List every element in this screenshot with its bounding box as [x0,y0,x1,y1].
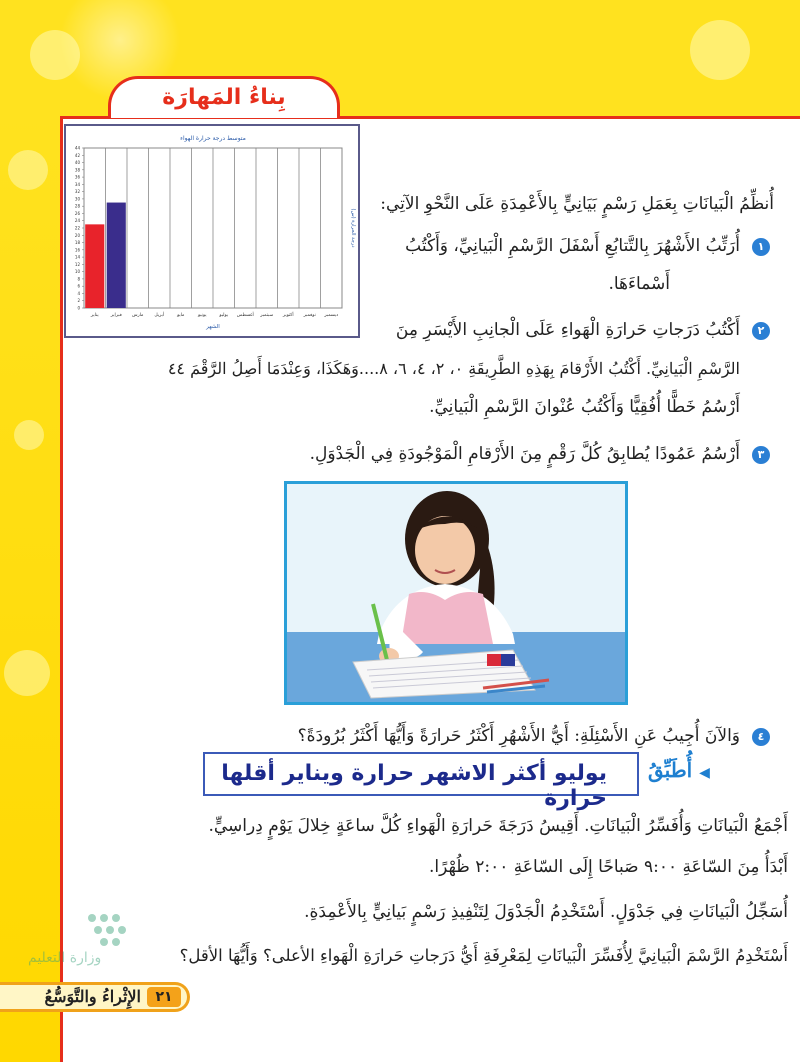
y-tick-label: 16 [74,247,80,253]
section-title: بِناءُ المَهارَة [162,85,286,110]
step-3-line-1: أَرْسُمُ عَمُودًا يُطابِقُ كُلَّ رَقْمٍ مِنَ الأَرْقامِ الْمَوْجُودَةِ فِي الْجَدْوَلِ. [309,444,740,464]
girl-illustration [287,484,625,702]
y-tick-label: 40 [74,160,80,166]
y-tick-label: 44 [74,145,80,151]
bar-1 [85,224,104,308]
y-tick-label: 2 [77,298,80,304]
page-footer [0,982,190,1012]
y-tick-label: 0 [77,305,80,311]
step-4-line-1: وَالآنَ أُجِيبُ عَنِ الأَسْئِلَةِ: أَيُّ الأَشْهُرِ أَكْثَرُ حَرارَةً وَأَيُّهَا أَكْثَرُ بُرُودَةً؟ [297,726,740,746]
bar-chart [64,124,360,338]
x-tick-label: فبراير [110,313,122,318]
step-2-line-1: أَكْتُبُ دَرَجاتِ حَرارَةِ الْهَواءِ عَلَى الْجانِبِ الأَيْسَرِ مِنَ [395,320,740,340]
y-tick-label: 36 [74,174,80,180]
y-tick-label: 8 [77,276,80,282]
step-1-number: ١ [752,238,770,256]
y-tick-label: 24 [74,218,80,224]
x-tick-label: نوفمبر [303,313,316,318]
x-tick-label: أكتوبر [282,313,294,318]
x-tick-label: يناير [90,313,99,318]
answer-text: يوليو أكثر الاشهر حرارة ويناير أقلها حرارة [221,761,607,811]
decor-bubble [8,150,48,190]
footer-label: الإِثْراءُ والتَّوَسُّعُ [44,987,141,1006]
y-tick-label: 28 [74,203,80,209]
y-tick-label: 14 [74,254,80,260]
x-axis-label: الشهر [206,324,220,330]
decor-bubble [14,420,44,450]
bar-2 [107,203,126,308]
practice-line-4: أَسْتَخْدِمُ الرَّسْمَ الْبَيانِيَّ لِأُفَسِّرَ الْبَيانَاتِ لِمَعْرِفَةِ أَيُّ دَرَجاتِ حَرارَةِ الْهَواءِ الأعلى؟ وَأَيُّهَا الأقل؟ [179,946,788,965]
photo-girl-drawing-graph [284,481,628,705]
practice-heading [648,758,710,782]
y-tick-label: 12 [74,261,80,267]
decor-bubble [4,650,50,696]
ministry-logo-icon [82,908,162,948]
y-tick-label: 30 [74,196,80,202]
x-tick-label: أبريل [154,313,165,318]
x-tick-label: يونيو [197,313,207,318]
decor-bubble [30,30,80,80]
x-tick-label: أغسطس [236,313,254,318]
practice-line-2: أَبْدَأُ مِنَ السّاعَةِ ٩:٠٠ صَباحًا إِلَى السّاعَةِ ٢:٠٠ ظُهْرًا. [428,857,788,877]
practice-line-1: أَجْمَعُ الْبَيانَاتِ وَأُفَسِّرُ الْبَيانَاتِ. أَقِيسُ دَرَجَةَ حَرارَةِ الْهَواءِ كُلَّ ساعَةٍ خِلالَ يَوْمٍ دِراسِيٍّ. [208,816,788,836]
x-tick-label: مارس [132,313,144,318]
step-1-line-2: أَسْماءَهَا. [608,274,670,294]
y-tick-label: 18 [74,240,80,246]
practice-label: أُطَبِّقُ [648,758,693,782]
y-tick-label: 22 [74,225,80,231]
section-tab [108,76,340,118]
intro-text: أُنظِّمُ الْبَيانَاتِ بِعَمَلِ رَسْمٍ بَيَانِيٍّ بِالأَعْمِدَةِ عَلَى النَّحْوِ الآتِي: [380,194,774,214]
practice-line-3: أُسَجِّلُ الْبَيانَاتِ فِي جَدْوَلٍ. أَسْتَخْدِمُ الْجَدْوَلَ لِتَنْفِيذِ رَسْمٍ بَيانِيٍّ بِالأَعْمِدَةِ. [304,902,788,922]
answer-box [203,752,639,811]
y-tick-label: 4 [77,290,80,296]
bar-chart-svg [66,126,358,336]
page-number: ٢١ [147,987,181,1007]
y-tick-label: 34 [74,181,80,187]
watermark-text: وزارة التعليم [28,950,102,966]
y-tick-label: 38 [74,167,80,173]
step-1-line-1: أُرَتِّبُ الأَشْهُرَ بِالتَّتابُعِ أَسْفَلَ الرَّسْمِ الْبَيانِيِّ، وَأَكْتُبُ [405,236,740,256]
y-axis-label: درجة الحرارة (س) [350,208,356,248]
step-4-number: ٤ [752,728,770,746]
x-tick-label: سبتمبر [260,313,274,318]
x-tick-label: ديسمبر [324,313,339,318]
y-tick-label: 42 [74,152,80,158]
y-tick-label: 26 [74,210,80,216]
x-tick-label: يوليو [219,313,229,318]
y-tick-label: 10 [74,269,80,275]
step-2-line-2: الرَّسْمِ الْبَيانِيِّ. أَكْتُبُ الأَرْقامَ بِهَذِهِ الطَّرِيقَةِ ٠، ٢، ٤، ٦، ٨....وَهَكَذَا، وَعِنْدَمَا أَصِلُ الرَّقْمَ ٤٤ [167,359,740,378]
chart-title: متوسط درجة حرارة الهواء [180,135,246,142]
step-2-line-3: أَرْسُمُ خَطًّا أُفُقِيًّا وَأَكْتُبُ عُنْوانَ الرَّسْمِ الْبَيانِيِّ. [429,397,740,417]
y-tick-label: 32 [74,189,80,195]
y-tick-label: 6 [77,283,80,289]
triangle-bullet-icon: ◀ [699,765,710,781]
x-tick-label: مايو [177,313,185,318]
step-3-number: ٣ [752,446,770,464]
y-tick-label: 20 [74,232,80,238]
step-2-number: ٢ [752,322,770,340]
decor-bubble [690,20,750,80]
ministry-watermark [6,908,134,978]
